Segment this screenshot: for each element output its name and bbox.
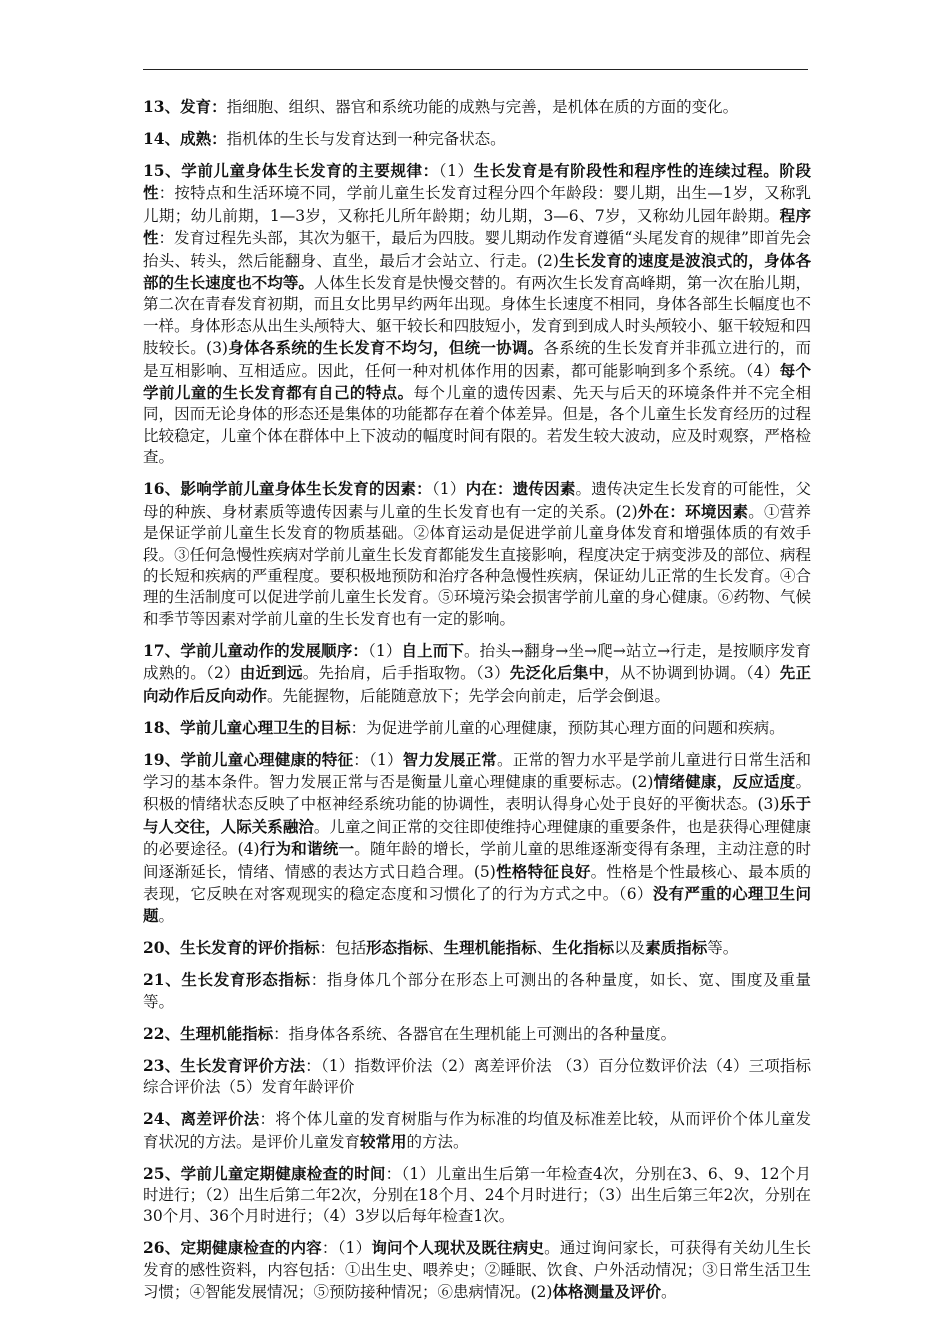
- text-segment: （1）: [431, 480, 466, 499]
- bold-text: 乐于与人交往，人际关系融洽: [143, 794, 811, 836]
- text-segment: （1）: [367, 641, 402, 660]
- text-segment: ：（1）: [353, 750, 403, 769]
- text-segment: 。: [158, 907, 175, 926]
- bold-text: 行为和谐统一: [259, 839, 355, 859]
- paragraph-item: [143, 1055, 811, 1099]
- text-segment: ：指身体几个部分在形态上可测出的各种量度，如长、宽、围度及重量等。: [143, 971, 811, 1011]
- text-segment: 。通过询问家长，可获得有关幼儿生长发育的感性资料，内容包括：①出生史、喂养史；②睡眠、饮食、户外活动情况；③日常生活卫生习惯；④智能发展情况；⑤预防接种情况；⑥患病情况。(2): [143, 1239, 811, 1302]
- bold-text: 13、发育：: [143, 97, 227, 116]
- bold-text: 由近到远: [239, 663, 303, 683]
- paragraph-item: [143, 717, 811, 739]
- bold-text: 16、影响学前儿童身体生长发育的因素：: [143, 479, 432, 499]
- text-segment: ，从不协调到协调。（4）: [604, 664, 780, 683]
- text-segment: 的方法。: [406, 1132, 469, 1151]
- text-segment: ：包括: [319, 939, 367, 958]
- text-segment: ：（1）指数评价法（2）离差评价法 （3）百分位数评价法（4）三项指标综合评价法（5）发育年龄评价: [143, 1056, 811, 1097]
- bold-text: 性格特征良好: [495, 861, 591, 881]
- text-segment: 人体生长发育是快慢交替的。有两次生长发育高峰期，第一次在胎儿期，第二次在青春发育初期，而且女比男早约两年出现。身体生长速度不相同，身体各部生长幅度也不一样。身体形态从出生头颅特大、躯干较长和四肢短小，发育到到成人时头颅较小、躯干较短和四肢较长。(3): [143, 274, 811, 358]
- bold-text: 每个学前儿童的生长发育都有自己的特点。: [143, 360, 811, 403]
- bold-text: 26、定期健康检查的内容: [143, 1238, 322, 1258]
- paragraph-item: [143, 749, 811, 928]
- bold-text: 形态指标: [366, 938, 429, 958]
- bold-text: 25、学前儿童定期健康检查的时间: [143, 1163, 386, 1183]
- paragraph-item: [143, 1023, 811, 1045]
- bold-text: 外在：环境因素: [637, 501, 749, 521]
- text-segment: 。: [660, 1283, 677, 1302]
- text-segment: 。先能握物，后能随意放下；先学会向前走，后学会倒退。: [267, 686, 671, 705]
- paragraph-item: [143, 937, 811, 959]
- bold-text: 22、生理机能指标: [143, 1023, 274, 1043]
- text-segment: ：将个体儿童的发育树脂与作为标准的均值及标准差比较，从而评价个体儿童发育状况的方法。是评价儿童发育: [143, 1110, 811, 1151]
- bold-text: 较常用: [360, 1131, 407, 1151]
- bold-text: 生理机能指标: [443, 938, 537, 958]
- bold-text: 素质指标: [645, 938, 708, 958]
- bold-text: 生化指标: [552, 938, 615, 958]
- paragraph-item: [143, 969, 811, 1013]
- text-segment: ：为促进学前儿童的心理健康，预防其心理方面的问题和疾病。: [350, 718, 785, 737]
- bold-text: 17、学前儿童动作的发展顺序：: [143, 640, 368, 660]
- text-segment: 。正常的智力水平是学前儿童进行日常生活和学习的基本条件。智力发展正常与否是衡量儿童心理健康的重要标志。(2): [143, 750, 811, 791]
- paragraph-item: [143, 160, 811, 469]
- text-segment: 、: [428, 939, 444, 958]
- text-segment: 以及: [614, 939, 646, 958]
- bold-text: 先正向动作后反向动作: [143, 663, 811, 705]
- text-segment: 。随年龄的增长，学前儿童的思维逐渐变得有条理，主动注意的时间逐渐延长，情绪、情感的表达方式日趋合理。(5): [143, 840, 811, 881]
- text-segment: 。遗传决定生长发育的可能性，父母的种族、身材素质等遗传因素与儿童的生长发育也有一定的关系。(2): [143, 480, 811, 521]
- bold-text: 询问个人现状及既往病史: [371, 1238, 545, 1258]
- bold-text: 生长发育是有阶段性和程序性的连续过程。: [473, 161, 780, 180]
- paragraph-item: [143, 96, 811, 118]
- header-rule: [143, 69, 808, 70]
- paragraph-item: [143, 1163, 811, 1228]
- paragraph-item: [143, 478, 811, 630]
- bold-text: 体格测量及评价: [552, 1282, 661, 1302]
- text-segment: ：发育过程先头部，其次为躯干，最后为四肢。婴儿期动作发育遵循“头尾发育的规律”即首先会抬头、转头，然后能翻身、直坐，最后才会站立、行走。(2): [143, 229, 811, 270]
- bold-text: 14、成熟：: [143, 129, 227, 148]
- bold-text: 19、学前儿童心理健康的特征: [143, 749, 354, 769]
- bold-text: 身体各系统的生长发育不均匀，但统一协调。: [227, 338, 544, 358]
- bold-text: 内在：遗传因素: [465, 479, 576, 499]
- text-segment: 。①营养是保证学前儿童生长发育的物质基础。②体育运动是促进学前儿童身体发育和增强体质的有效手段。③任何急慢性疾病对学前儿童生长发育都能发生直接影响，程度决定于病变涉及的部位、病程的长短和疾病的严重程度。要积极地预防和治疗各种急慢性疾病，保证幼儿正常的生长发育。④合理的生活制度可以促进学前儿童生长发育。⑤环境污染会损害学前儿童的身心健康。⑥药物、气候和季节等因素对学前儿童的生长发育也有一定的影响。: [143, 502, 811, 628]
- paragraph-item: [143, 128, 811, 150]
- bold-text: 先泛化后集中: [509, 663, 605, 683]
- bold-text: 生长发育的速度是波浪式的，身体各部的生长速度也不均等。: [143, 250, 811, 293]
- text-segment: 。积极的情绪状态反映了中枢神经系统功能的协调性，表明认得身心处于良好的平衡状态。(3): [143, 772, 811, 814]
- document-body: [143, 96, 811, 1313]
- text-segment: ：指身体各系统、各器官在生理机能上可测出的各种量度。: [273, 1024, 677, 1043]
- text-segment: 。抬头→翻身→坐→爬→站立→行走，是按顺序发育成熟的。（2）: [143, 641, 811, 683]
- bold-text: 没有严重的心理卫生问题: [143, 883, 811, 926]
- bold-text: 24、离差评价法: [143, 1109, 260, 1129]
- text-segment: 各系统的生长发育并非孤立进行的，而是互相影响、互相适应。因此，任何一种对机体作用的因素，都可能影响到多个系统。（4）: [143, 339, 811, 380]
- paragraph-item: [143, 640, 811, 707]
- paragraph-item: [143, 1108, 811, 1153]
- text-segment: 。性格是个性最核心、最本质的表现，它反映在对客观现实的稳定态度和习惯化了的行为方式之中。（6）: [143, 862, 811, 903]
- bold-text: 程序性: [143, 205, 811, 248]
- text-segment: （1）: [438, 162, 474, 180]
- bold-text: 18、学前儿童心理卫生的目标: [143, 717, 351, 737]
- bold-text: 20、生长发育的评价指标: [143, 938, 320, 958]
- bold-text: 自上而下: [401, 640, 465, 660]
- text-segment: 每个儿童的遗传因素、先天与后天的环境条件并不完全相同，因而无论身体的形态还是集体的功能都存在着个体差异。但是，各个儿童生长发育经历的过程比较稳定，儿童个体在群体中上下波动的幅度时间有限的。若发生较大波动，应及时观察，严格检查。: [143, 384, 811, 467]
- bold-text: 15、学前儿童身体生长发育的主要规律：: [143, 161, 439, 180]
- bold-text: 阶段性: [143, 161, 811, 203]
- bold-text: 情绪健康，反应适度: [653, 771, 796, 791]
- text-segment: 等。: [707, 939, 739, 958]
- text-segment: 。先抬肩，后手指取物。（3）: [302, 664, 510, 683]
- paragraph-item: [143, 1237, 811, 1303]
- text-segment: ：（1）儿童出生后第一年检查4次，分别在3、6、9、12个月时进行；（2）出生后第二年2次，分别在18个月、24个月时进行；（3）出生后第三年2次，分别在30个月、36个月时进行；（4）3岁以后每年检查1次。: [143, 1164, 811, 1226]
- text-segment: ：（1）: [321, 1239, 372, 1258]
- text-segment: 指机体的生长与发育达到一种完备状态。: [226, 130, 506, 148]
- bold-text: 21、生长发育形态指标: [143, 970, 311, 990]
- bold-text: 智力发展正常: [402, 749, 498, 769]
- bold-text: 23、生长发育评价方法: [143, 1055, 306, 1075]
- text-segment: 指细胞、组织、器官和系统功能的成熟与完善，是机体在质的方面的变化。: [226, 98, 739, 116]
- text-segment: ：按特点和生活环境不同，学前儿童生长发育过程分四个年龄段：婴儿期，出生—1岁，又称乳儿期；幼儿前期，1—3岁，又称托儿所年龄期；幼儿期，3—6、7岁，又称幼儿园年龄期。: [143, 184, 811, 225]
- text-segment: 、: [536, 939, 553, 958]
- text-segment: 。儿童之间正常的交往即使维持心理健康的重要条件，也是获得心理健康的必要途径。(4): [143, 817, 811, 859]
